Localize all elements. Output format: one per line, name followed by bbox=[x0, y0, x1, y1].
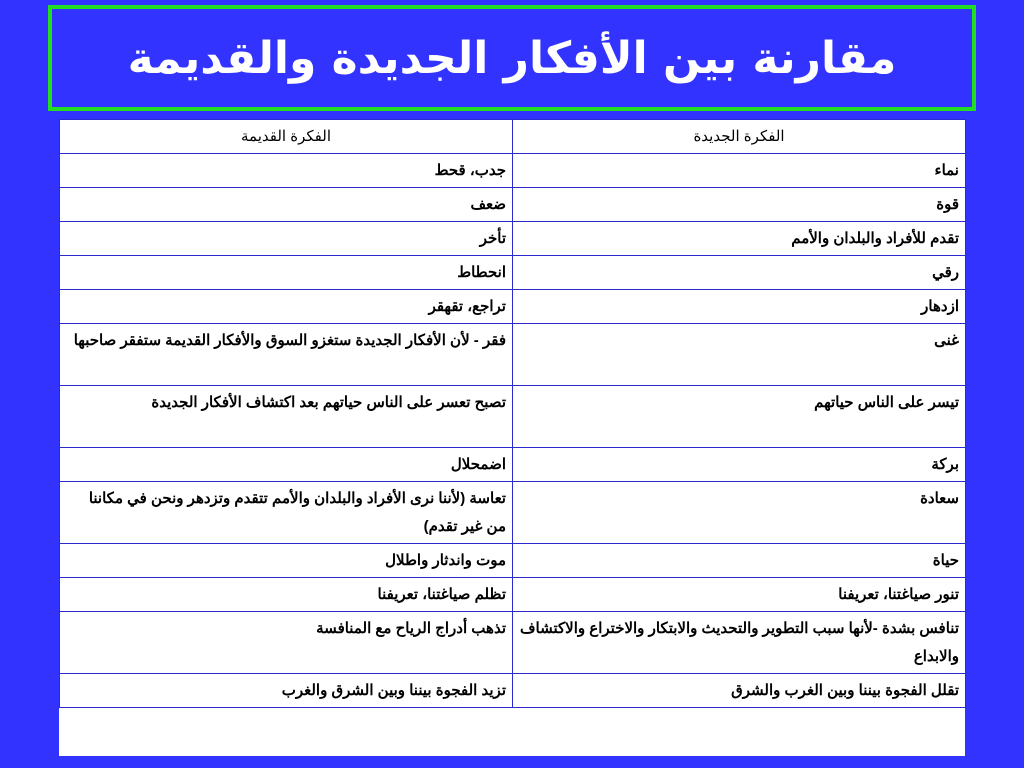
table-row bbox=[60, 188, 966, 222]
cell-new: بركة bbox=[513, 448, 966, 482]
cell-new: نماء bbox=[513, 154, 966, 188]
cell-new: غنى bbox=[513, 324, 966, 386]
cell-old: تصبح تعسر على الناس حياتهم بعد اكتشاف الأفكار الجديدة bbox=[60, 386, 513, 448]
cell-old: موت واندثار واطلال bbox=[60, 544, 513, 578]
cell-old: تراجع، تقهقر bbox=[60, 290, 513, 324]
table-row bbox=[60, 256, 966, 290]
table-row bbox=[60, 578, 966, 612]
cell-old: فقر - لأن الأفكار الجديدة ستغزو السوق والأفكار القديمة ستفقر صاحبها bbox=[60, 324, 513, 386]
cell-new: تقدم للأفراد والبلدان والأمم bbox=[513, 222, 966, 256]
cell-old: جدب، قحط bbox=[60, 154, 513, 188]
cell-new: سعادة bbox=[513, 482, 966, 544]
cell-old: اضمحلال bbox=[60, 448, 513, 482]
slide-title: مقارنة بين الأفكار الجديدة والقديمة bbox=[127, 32, 897, 84]
table-row bbox=[60, 324, 966, 386]
comparison-table bbox=[59, 119, 966, 708]
table-row bbox=[60, 290, 966, 324]
table-row bbox=[60, 386, 966, 448]
cell-old: تزيد الفجوة بيننا وبين الشرق والغرب bbox=[60, 674, 513, 708]
cell-new: تنافس بشدة -لأنها سبب التطوير والتحديث والابتكار والاختراع والاكتشاف والابداع bbox=[513, 612, 966, 674]
cell-new: تقلل الفجوة بيننا وبين الغرب والشرق bbox=[513, 674, 966, 708]
comparison-table-container bbox=[59, 119, 965, 756]
table-row bbox=[60, 612, 966, 674]
table-row bbox=[60, 222, 966, 256]
cell-new: تنور صياغتنا، تعريفنا bbox=[513, 578, 966, 612]
table-row bbox=[60, 544, 966, 578]
header-new-idea: الفكرة الجديدة bbox=[513, 120, 966, 154]
cell-new: حياة bbox=[513, 544, 966, 578]
table-row bbox=[60, 482, 966, 544]
cell-new: رقي bbox=[513, 256, 966, 290]
table-header-row bbox=[60, 120, 966, 154]
cell-old: تأخر bbox=[60, 222, 513, 256]
cell-old: تظلم صياغتنا، تعريفنا bbox=[60, 578, 513, 612]
cell-new: ازدهار bbox=[513, 290, 966, 324]
cell-old: تذهب أدراج الرياح مع المنافسة bbox=[60, 612, 513, 674]
cell-new: تيسر على الناس حياتهم bbox=[513, 386, 966, 448]
cell-old: تعاسة (لأننا نرى الأفراد والبلدان والأمم تتقدم وتزدهر ونحن في مكاننا من غير تقدم) bbox=[60, 482, 513, 544]
title-frame bbox=[48, 5, 976, 111]
cell-new: قوة bbox=[513, 188, 966, 222]
header-old-idea: الفكرة القديمة bbox=[60, 120, 513, 154]
table-row bbox=[60, 154, 966, 188]
table-row bbox=[60, 448, 966, 482]
cell-old: انحطاط bbox=[60, 256, 513, 290]
table-row bbox=[60, 674, 966, 708]
cell-old: ضعف bbox=[60, 188, 513, 222]
